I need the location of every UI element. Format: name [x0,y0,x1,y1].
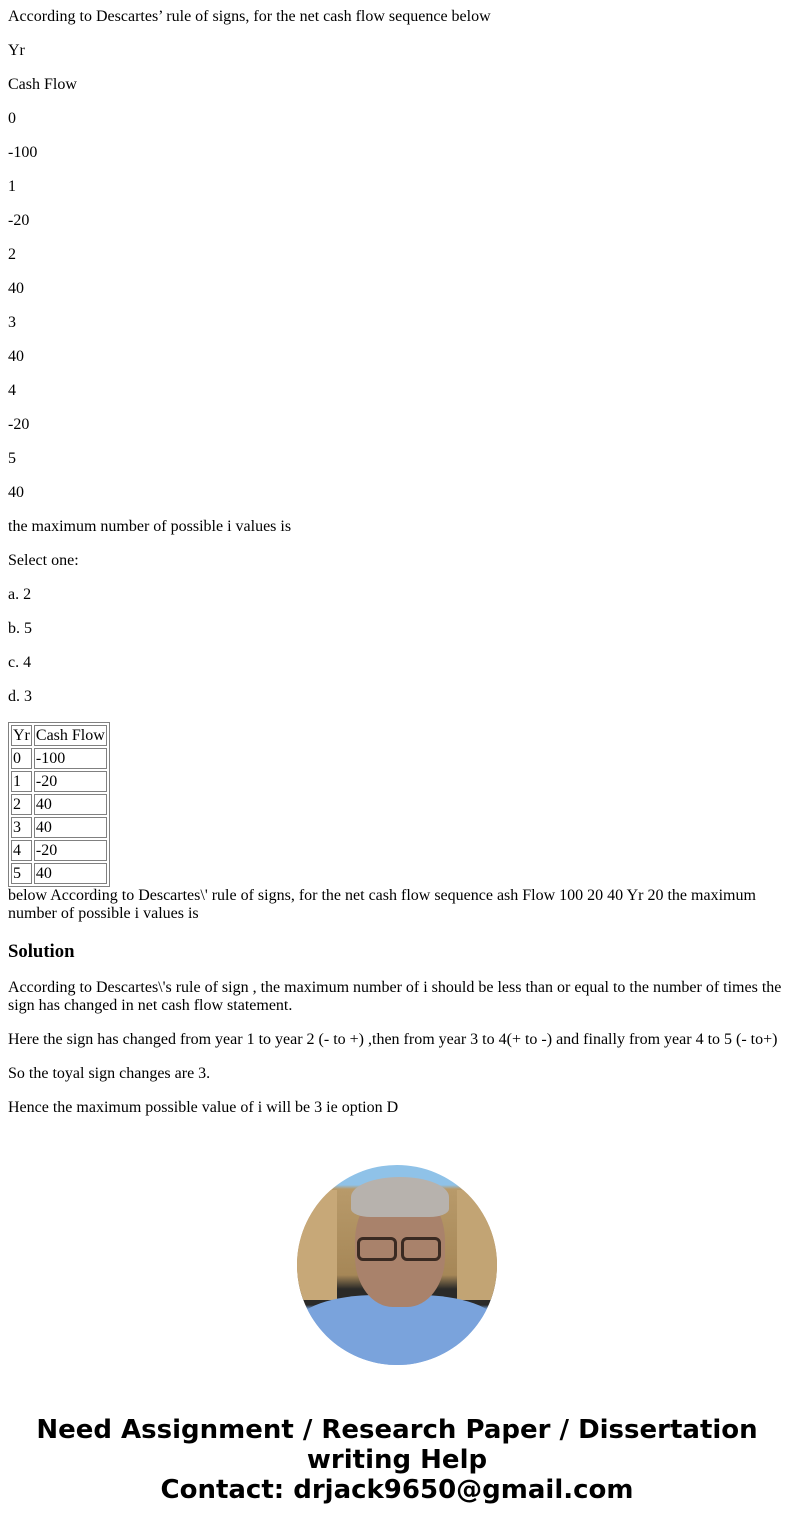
solution-paragraph: Hence the maximum possible value of i will be 3 ie option D [8,1099,399,1116]
flat-line: -100 [8,144,38,161]
flat-line: 40 [8,484,24,501]
table-row [11,817,107,838]
author-photo-container [0,1165,794,1365]
option-a: a. 2 [8,586,32,603]
header-cash-flow: Cash Flow [35,727,105,744]
flat-line: 40 [8,348,24,365]
solution-heading: Solution [8,941,75,962]
option-c: c. 4 [8,654,32,671]
flat-line: -20 [8,212,30,229]
solution-paragraph: So the toyal sign changes are 3. [8,1065,211,1082]
cell-cash-flow: 40 [34,794,107,815]
glasses-icon [357,1237,397,1261]
cell-yr: 4 [11,840,32,861]
promo-contact: Contact: drjack9650@gmail.com [160,1475,634,1505]
option-b: b. 5 [8,620,32,637]
cell-cash-flow: -20 [34,771,107,792]
solution-paragraph: Here the sign has changed from year 1 to year 2 (- to +) ,then from year 3 to 4(+ to -) and finally from year 4 to 5 (- to+) [8,1031,778,1048]
flat-line: Cash Flow [8,76,77,93]
ocr-text: below According to Descartes\' rule of signs, for the net cash flow sequence ash Flow 100 20 40 Yr 20 the maximum number of possible i values is [8,887,756,922]
question-prompt: the maximum number of possible i values is [8,518,292,535]
cell-yr: 2 [11,794,32,815]
flat-line: 1 [8,178,16,195]
flat-line: -20 [8,416,30,433]
flat-line: Yr [8,42,25,59]
flat-line: 2 [8,246,16,263]
select-one-label: Select one: [8,552,79,569]
solution-paragraph: According to Descartes\'s rule of sign , the maximum number of i should be less than or equal to the number of times the sign has changed in net cash flow statement. [8,979,782,1014]
glasses-icon [401,1237,441,1261]
table-row [11,771,107,792]
table-row [11,863,107,884]
background-panel-left [297,1190,337,1300]
table-row [11,840,107,861]
flat-line: 5 [8,450,16,467]
cell-cash-flow: -100 [34,748,107,769]
cell-yr: 0 [11,748,32,769]
cell-yr: 1 [11,771,32,792]
option-d: d. 3 [8,688,32,705]
background-panel-right [457,1190,497,1300]
cell-yr: 5 [11,863,32,884]
flat-line: 3 [8,314,16,331]
hair-shape [351,1177,449,1217]
flat-line: 0 [8,110,16,127]
table-header-row [11,725,107,746]
cell-yr: 3 [11,817,32,838]
question-flat-cash-flow-lines [8,42,786,502]
header-yr: Yr [13,727,30,744]
flat-line: 4 [8,382,16,399]
cash-flow-table [8,722,110,887]
table-row [11,748,107,769]
author-avatar [297,1165,497,1365]
flat-line: 40 [8,280,24,297]
promo-line-1: Need Assignment / Research Paper / Dissertation writing Help [36,1415,758,1475]
promo-banner [0,1415,794,1505]
cell-cash-flow: 40 [34,863,107,884]
cell-cash-flow: -20 [34,840,107,861]
cell-cash-flow: 40 [34,817,107,838]
table-row [11,794,107,815]
question-intro: According to Descartes’ rule of signs, for the net cash flow sequence below [8,8,491,25]
